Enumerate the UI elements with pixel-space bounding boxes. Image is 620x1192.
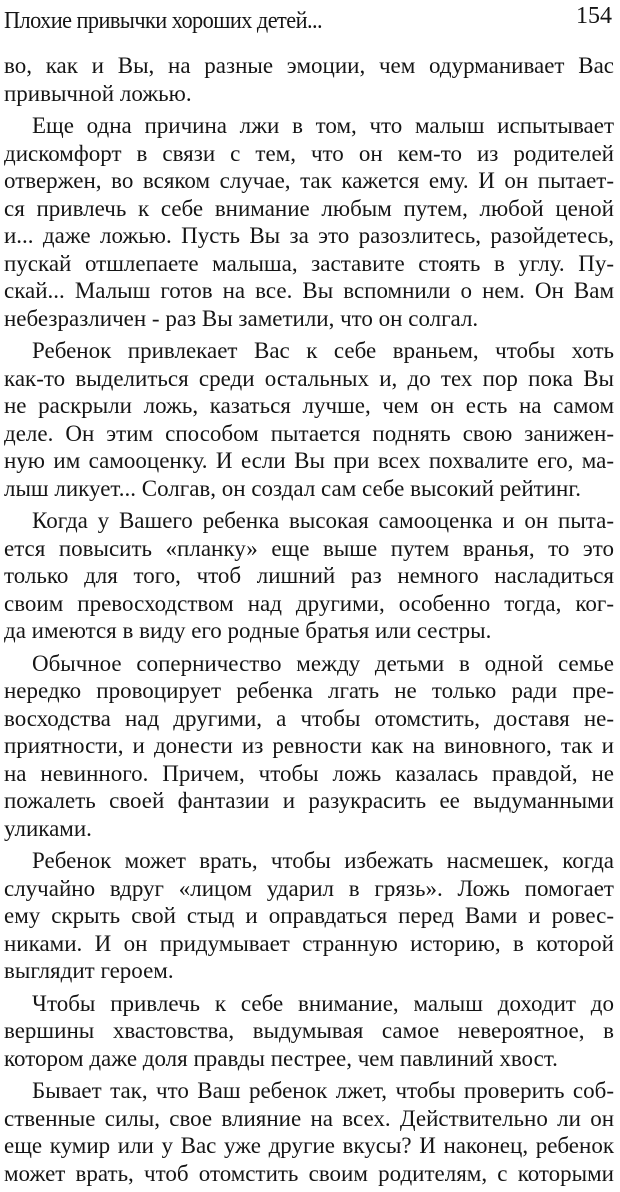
text-line: отвержен, во всяком случае, так кажется ему. И он пытает- [4, 168, 614, 193]
text-line: восходства над другими, а чтобы отомстить, доставя не- [4, 705, 614, 731]
text-line: дискомфорт в связи с тем, что он кем-то из родителей [4, 140, 614, 166]
text-line: деле. Он этим способом пытается поднять свою занижен- [4, 420, 614, 446]
text-line: ему скрыть свой стыд и оправдаться перед Вами и ровес- [4, 903, 614, 928]
text-line: привычной ложью. [4, 80, 192, 106]
paragraph [4, 847, 614, 985]
text-line: приятности, и донести из ревности как на виновного, так и [4, 733, 614, 758]
text-line: Обычное соперничество между детьми в одной семье [32, 650, 614, 676]
body-text [4, 52, 614, 1192]
text-line: ется повысить «планку» еще выше путем вранья, то это [4, 535, 614, 561]
text-line: во, как и Вы, на разные эмоции, чем одурманивает Вас [4, 53, 614, 78]
text-line: Когда у Вашего ребенка высокая самооценка и он пыта- [32, 508, 614, 533]
text-line: ную им самооценку. И если Вы при всех похвалите его, ма- [4, 448, 614, 473]
text-line: вершины хвастовства, выдумывая самое невероятное, в [4, 1018, 614, 1043]
paragraph [4, 507, 614, 645]
text-line: лыш ликует... Солгав, он создал сам себе высокий рейтинг. [4, 475, 581, 501]
header-title: Плохие привычки хороших детей... [4, 8, 323, 34]
text-line: пускай отшлепаете малыша, заставите стоять в углу. Пу- [4, 250, 614, 276]
text-line: небезразличен - раз Вы заметили, что он солгал. [4, 305, 479, 331]
text-line: Ребенок привлекает Вас к себе враньем, чтобы хоть [32, 338, 614, 363]
running-header [4, 0, 614, 40]
text-line: своим превосходством над другими, особенно тогда, ког- [4, 590, 614, 616]
text-line: на невинного. Причем, чтобы ложь казалась правдой, не [4, 760, 614, 786]
text-line: еще кумир или у Вас уже другие вкусы? И наконец, ребенок [4, 1133, 614, 1158]
paragraph [4, 990, 614, 1073]
page-number: 154 [576, 3, 612, 29]
text-line: Ребенок может врать, чтобы избежать насмешек, когда [32, 848, 614, 873]
paragraph [4, 52, 614, 107]
text-line: может врать, чтоб отомстить своим родителям, с которыми [4, 1160, 614, 1186]
text-line: скай... Малыш готов на все. Вы вспомнили о нем. Он Вам [4, 278, 614, 303]
text-line: да имеются в виду его родные братья или сестры. [4, 618, 492, 643]
text-line: только для того, чтоб лишний раз немного насладиться [4, 563, 614, 588]
text-line: не раскрыли ложь, казаться лучше, чем он есть на самом [4, 393, 614, 418]
text-line: Еще одна причина лжи в том, что малыш испытывает [32, 113, 614, 138]
text-line: ственные силы, свое влияние на всех. Действительно ли он [4, 1105, 614, 1131]
text-line: нередко провоцирует ребенка лгать не только ради пре- [4, 678, 614, 703]
book-page [4, 0, 614, 1186]
text-line: никами. И он придумывает странную историю, в которой [4, 930, 614, 956]
text-line: и... даже ложью. Пусть Вы за это разозлитесь, разойдетесь, [4, 223, 614, 248]
text-line: выглядит героем. [4, 958, 174, 983]
text-line: ся привлечь к себе внимание любым путем, любой ценой [4, 195, 614, 221]
text-line: котором даже доля правды пестрее, чем павлиний хвост. [4, 1045, 558, 1071]
text-line: Бывает так, что Ваш ребенок лжет, чтобы проверить соб- [32, 1078, 614, 1103]
text-line: как-то выделиться среди остальных и, до тех пор пока Вы [4, 365, 614, 391]
text-line: пожалеть своей фантазии и разукрасить ее выдуманными [4, 788, 614, 813]
text-line: уликами. [4, 815, 92, 841]
paragraph [4, 337, 614, 502]
paragraph [4, 1077, 614, 1187]
paragraph [4, 112, 614, 332]
text-line: случайно вдруг «лицом ударил в грязь». Ложь помогает [4, 875, 614, 901]
paragraph [4, 650, 614, 843]
text-line: Чтобы привлечь к себе внимание, малыш доходит до [32, 990, 614, 1016]
